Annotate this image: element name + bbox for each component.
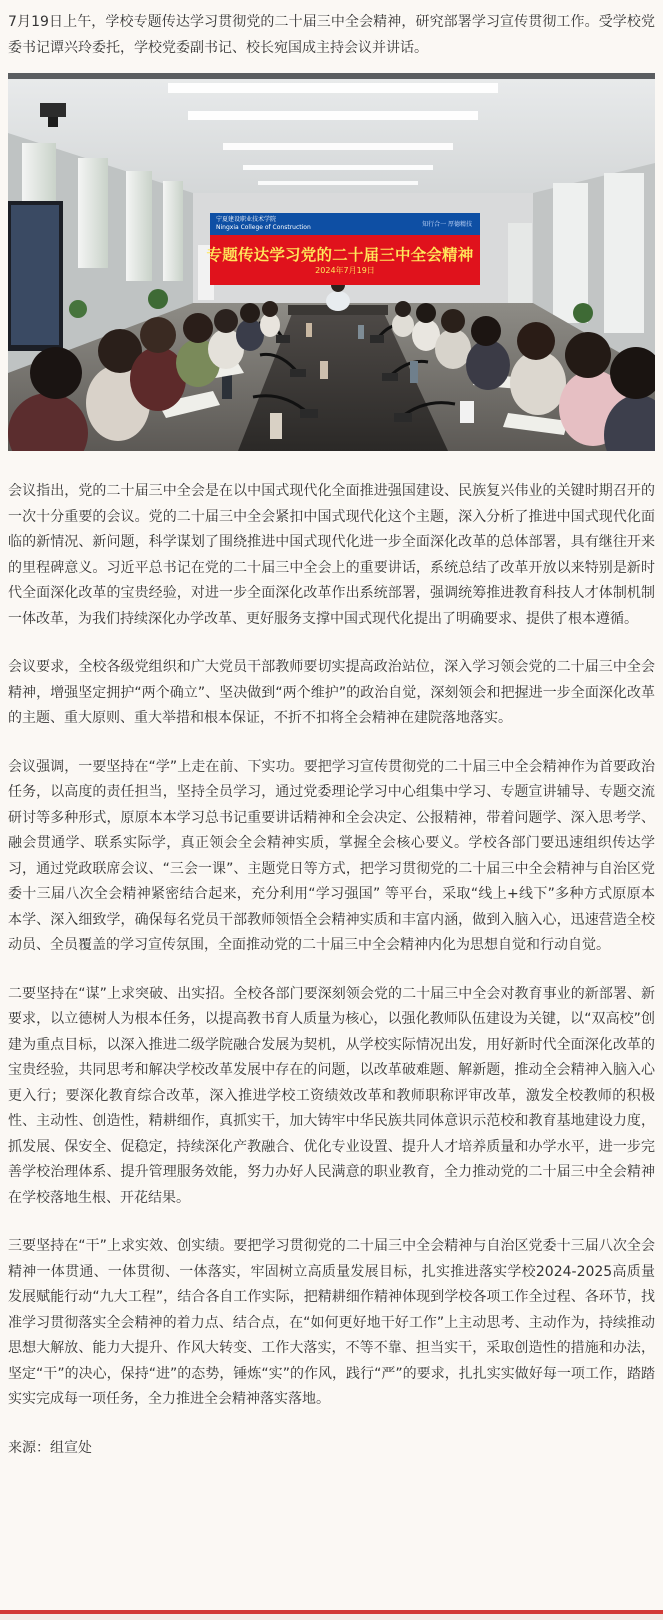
banner-logo: 宁夏建设职业技术学院 Ningxia College of Construction [216,216,311,231]
banner-slogan: 知行合一 厚德精技 [422,221,472,228]
article-paragraph: 三要坚持在“干”上求实效、创实绩。要把学习贯彻党的二十届三中全会精神与自治区党委十三届八次全会精神一体贯通、一体贯彻、一体落实，牢固树立高质量发展目标，扎实推进落实学校2024-2025高质量发展赋能行动“九大工程”，结合各自工作实际，把精耕细作精神体现到学校各项工作全过程、各环节，找准学习贯彻落实全会精神的着力点、结合点，在“如何更好地干好工作”上主动思考、主动作为，持续推动思想大解放、能力大提升、作风大转变、工作大落实，不等不靠、担当实干，采取创造性的措施和办法，坚定“干”的决心，保持“进”的态势，锤炼“实”的作风，践行“严”的要求，扎扎实实做好每一项工作，踏踏实实完成每一项任务，全力推进全会精神落实落地。 [8,1238,655,1407]
footer-band [0,1614,663,1620]
article-paragraph: 会议要求，全校各级党组织和广大党员干部教师要切实提高政治站位，深入学习领会党的二十届三中全会精神，增强坚定拥护“两个确立”、坚决做到“两个维护”的政治自觉，深刻领会和把握进一步全面深化改革的主题、重大原则、重大举措和根本保证，不折不扣将全会精神在建院落地落实。 [8,659,655,726]
article-body [8,10,655,1461]
banner-title: 专题传达学习党的二十届三中全会精神 [206,246,474,264]
meeting-photo [8,73,655,451]
article-paragraph: 会议强调，一要坚持在“学”上走在前、下实功。要把学习宣传贯彻党的二十届三中全会精神作为首要政治任务，以高度的责任担当，坚持全员学习，通过党委理论学习中心组集中学习、专题宣讲辅导、专题交流研讨等多种形式，原原本本学习总书记重要讲话精神和全会决定、公报精神，带着问题学、深入思考学、融会贯通学、联系实际学，真正领会全会精神实质，掌握全会核心要义。学校各部门要迅速组织传达学习，通过党政联席会议、“三会一课”、主题党日等方式，把学习贯彻党的二十届三中全会精神与自治区党委十三届八次全会精神紧密结合起来，充分利用“学习强国” 等平台，采取“线上+线下”多种方式原原本本学、深入细致学，确保每名党员干部教师领悟全会精神实质和丰富内涵，做到入脑入心，迅速营造全校动员、全员覆盖的学习宣传氛围，全面推动党的二十届三中全会精神内化为思想自觉和行动自觉。 [8,758,655,953]
article-paragraph: 会议指出，党的二十届三中全会是在以中国式现代化全面推进强国建设、民族复兴伟业的关键时期召开的一次十分重要的会议。党的二十届三中全会紧扣中国式现代化这个主题，深入分析了推进中国式现代化面临的新情况、新问题，科学谋划了围绕推进中国式现代化进一步全面深化改革的总体部署，具有继往开来的里程碑意义。习近平总书记在党的二十届三中全会上的重要讲话，系统总结了改革开放以来特别是新时代全面深化改革的宝贵经验，对进一步全面深化改革作出系统部署，强调统筹推进教育科技人才体制机制一体改革，为我们持续深化办学改革、更好服务支撑中国式现代化提出了明确要求、提供了根本遵循。 [8,483,655,627]
article-intro: 7月19日上午，学校专题传达学习贯彻党的二十届三中全会精神，研究部署学习宣传贯彻工作。受学校党委书记谭兴玲委托，学校党委副书记、校长宛国成主持会议并讲话。 [8,14,655,56]
article-paragraph: 二要坚持在“谋”上求突破、出实招。全校各部门要深刻领会党的二十届三中全会对教育事业的新部署、新要求，以立德树人为根本任务，以提高教书育人质量为核心，以强化教师队伍建设为关键，以“双高校”创建为重点目标，以深入推进二级学院融合发展为契机，从学校实际情况出发，用好新时代全面深化改革的宝贵经验，共同思考和解决学校改革发展中存在的问题，以改革破难题、解新题，推动全会精神入脑入心更入行；要深化教育综合改革，深入推进学校工资绩效改革和教师职称评审改革，激发全校教师的积极性、主动性、创造性，精耕细作，真抓实干，加大铸牢中华民族共同体意识示范校和教育基地建设力度，抓发展、保安全、促稳定，持续深化产教融合、优化专业设置、提升人才培养质量和办学水平，进一步完善学校治理体系、提升管理服务效能，努力办好人民满意的职业教育，全力推动党的二十届三中全会精神在学校落地生根、开花结果。 [8,985,655,1206]
meeting-banner [206,213,480,285]
article-source: 来源：组宣处 [8,1439,92,1456]
banner-date: 2024年7月19日 [315,266,375,275]
